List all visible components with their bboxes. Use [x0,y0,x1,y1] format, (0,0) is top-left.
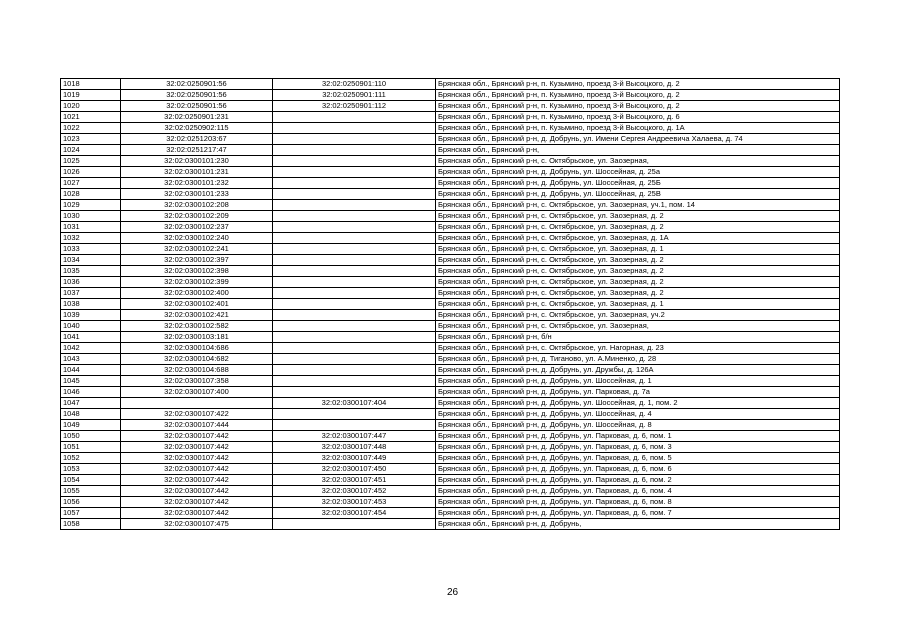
row-number-cell: 1042 [61,343,121,354]
premises-cadastral-number-cell [273,343,436,354]
cadastral-number-cell [121,398,273,409]
premises-cadastral-number-cell [273,321,436,332]
row-number-cell: 1053 [61,464,121,475]
row-number-cell: 1029 [61,200,121,211]
cadastral-number-cell: 32:02:0300102:208 [121,200,273,211]
row-number-cell: 1048 [61,409,121,420]
address-cell: Брянская обл., Брянский р-н, с. Октябрьское, ул. Заозерная, д. 2 [436,266,840,277]
cadastral-number-cell: 32:02:0250901:56 [121,79,273,90]
row-number-cell: 1022 [61,123,121,134]
address-cell: Брянская обл., Брянский р-н, п. Кузьмино, проезд 3-й Высоцкого, д. 6 [436,112,840,123]
registry-table-body [61,79,840,530]
cadastral-number-cell: 32:02:0300101:232 [121,178,273,189]
table-row [61,189,840,200]
row-number-cell: 1031 [61,222,121,233]
premises-cadastral-number-cell [273,310,436,321]
row-number-cell: 1054 [61,475,121,486]
cadastral-number-cell: 32:02:0300101:233 [121,189,273,200]
row-number-cell: 1041 [61,332,121,343]
address-cell: Брянская обл., Брянский р-н, д. Добрунь, ул. Дружбы, д. 126А [436,365,840,376]
cadastral-number-cell: 32:02:0300102:421 [121,310,273,321]
premises-cadastral-number-cell: 32:02:0300107:453 [273,497,436,508]
table-row [61,409,840,420]
address-cell: Брянская обл., Брянский р-н, д. Добрунь, ул. Имени Сергея Андреевича Халаева, д. 74 [436,134,840,145]
address-cell: Брянская обл., Брянский р-н, с. Октябрьское, ул. Заозерная, д. 1 [436,299,840,310]
row-number-cell: 1046 [61,387,121,398]
row-number-cell: 1047 [61,398,121,409]
row-number-cell: 1019 [61,90,121,101]
cadastral-number-cell: 32:02:0250901:231 [121,112,273,123]
cadastral-number-cell: 32:02:0300102:582 [121,321,273,332]
premises-cadastral-number-cell: 32:02:0300107:452 [273,486,436,497]
table-row [61,431,840,442]
cadastral-number-cell: 32:02:0300102:397 [121,255,273,266]
premises-cadastral-number-cell [273,167,436,178]
premises-cadastral-number-cell [273,288,436,299]
cadastral-number-cell: 32:02:0300104:686 [121,343,273,354]
cadastral-number-cell: 32:02:0251217:47 [121,145,273,156]
address-cell: Брянская обл., Брянский р-н, с. Октябрьское, ул. Заозерная, д. 1А [436,233,840,244]
premises-cadastral-number-cell [273,123,436,134]
cadastral-number-cell: 32:02:0300107:442 [121,453,273,464]
address-cell: Брянская обл., Брянский р-н, д. Добрунь, ул. Парковая, д. 6, пом. 4 [436,486,840,497]
row-number-cell: 1021 [61,112,121,123]
table-row [61,508,840,519]
address-cell: Брянская обл., Брянский р-н, д. Добрунь, ул. Шоссейная, д. 8 [436,420,840,431]
row-number-cell: 1036 [61,277,121,288]
address-cell: Брянская обл., Брянский р-н, с. Октябрьское, ул. Заозерная, д. 2 [436,255,840,266]
table-row [61,475,840,486]
table-row [61,486,840,497]
cadastral-number-cell: 32:02:0300102:401 [121,299,273,310]
premises-cadastral-number-cell [273,200,436,211]
address-cell: Брянская обл., Брянский р-н, д. Добрунь, ул. Шоссейная, д. 1 [436,376,840,387]
premises-cadastral-number-cell [273,134,436,145]
address-cell: Брянская обл., Брянский р-н, с. Октябрьское, ул. Заозерная, д. 1 [436,244,840,255]
row-number-cell: 1025 [61,156,121,167]
premises-cadastral-number-cell [273,189,436,200]
premises-cadastral-number-cell: 32:02:0300107:449 [273,453,436,464]
table-row [61,112,840,123]
table-row [61,321,840,332]
address-cell: Брянская обл., Брянский р-н, п. Кузьмино, проезд 3-й Высоцкого, д. 2 [436,90,840,101]
premises-cadastral-number-cell [273,277,436,288]
premises-cadastral-number-cell [273,420,436,431]
cadastral-number-cell: 32:02:0300102:237 [121,222,273,233]
row-number-cell: 1020 [61,101,121,112]
cadastral-number-cell: 32:02:0300102:240 [121,233,273,244]
table-row [61,453,840,464]
cadastral-number-cell: 32:02:0300107:422 [121,409,273,420]
address-cell: Брянская обл., Брянский р-н, п. Кузьмино, проезд 3-й Высоцкого, д. 2 [436,79,840,90]
row-number-cell: 1058 [61,519,121,530]
address-cell: Брянская обл., Брянский р-н, с. Октябрьское, ул. Нагорная, д. 23 [436,343,840,354]
table-row [61,101,840,112]
row-number-cell: 1028 [61,189,121,200]
premises-cadastral-number-cell [273,354,436,365]
cadastral-number-cell: 32:02:0300107:442 [121,475,273,486]
row-number-cell: 1037 [61,288,121,299]
address-cell: Брянская обл., Брянский р-н, д. Добрунь, ул. Парковая, д. 6, пом. 8 [436,497,840,508]
table-row [61,167,840,178]
table-row [61,387,840,398]
row-number-cell: 1039 [61,310,121,321]
table-row [61,244,840,255]
address-cell: Брянская обл., Брянский р-н, д. Добрунь, ул. Парковая, д. 6, пом. 1 [436,431,840,442]
table-row [61,497,840,508]
cadastral-number-cell: 32:02:0300102:400 [121,288,273,299]
cadastral-number-cell: 32:02:0250902:115 [121,123,273,134]
row-number-cell: 1032 [61,233,121,244]
cadastral-number-cell: 32:02:0300101:231 [121,167,273,178]
row-number-cell: 1043 [61,354,121,365]
table-row [61,211,840,222]
row-number-cell: 1045 [61,376,121,387]
premises-cadastral-number-cell: 32:02:0300107:448 [273,442,436,453]
table-row [61,376,840,387]
table-row [61,442,840,453]
address-cell: Брянская обл., Брянский р-н, д. Добрунь, [436,519,840,530]
table-row [61,123,840,134]
table-row [61,79,840,90]
cadastral-number-cell: 32:02:0300107:442 [121,508,273,519]
premises-cadastral-number-cell [273,299,436,310]
row-number-cell: 1023 [61,134,121,145]
address-cell: Брянская обл., Брянский р-н, д. Добрунь, ул. Шоссейная, д. 25а [436,167,840,178]
registry-table [60,78,840,530]
premises-cadastral-number-cell [273,387,436,398]
table-row [61,266,840,277]
address-cell: Брянская обл., Брянский р-н, с. Октябрьское, ул. Заозерная, д. 2 [436,288,840,299]
row-number-cell: 1033 [61,244,121,255]
premises-cadastral-number-cell [273,112,436,123]
premises-cadastral-number-cell: 32:02:0300107:451 [273,475,436,486]
cadastral-number-cell: 32:02:0250901:56 [121,101,273,112]
address-cell: Брянская обл., Брянский р-н, д. Добрунь, ул. Шоссейная, д. 25Б [436,178,840,189]
premises-cadastral-number-cell [273,332,436,343]
table-row [61,145,840,156]
cadastral-number-cell: 32:02:0300107:442 [121,486,273,497]
table-row [61,222,840,233]
premises-cadastral-number-cell: 32:02:0300107:404 [273,398,436,409]
premises-cadastral-number-cell [273,255,436,266]
table-row [61,288,840,299]
premises-cadastral-number-cell [273,244,436,255]
row-number-cell: 1026 [61,167,121,178]
premises-cadastral-number-cell: 32:02:0300107:450 [273,464,436,475]
table-row [61,200,840,211]
address-cell: Брянская обл., Брянский р-н, д. Добрунь, ул. Шоссейная, д. 1, пом. 2 [436,398,840,409]
table-row [61,90,840,101]
cadastral-number-cell: 32:02:0300102:241 [121,244,273,255]
cadastral-number-cell: 32:02:0300107:442 [121,442,273,453]
premises-cadastral-number-cell: 32:02:0300107:447 [273,431,436,442]
row-number-cell: 1051 [61,442,121,453]
table-row [61,519,840,530]
address-cell: Брянская обл., Брянский р-н, с. Октябрьское, ул. Заозерная, уч.1, пом. 14 [436,200,840,211]
row-number-cell: 1035 [61,266,121,277]
cadastral-number-cell: 32:02:0300101:230 [121,156,273,167]
row-number-cell: 1049 [61,420,121,431]
cadastral-number-cell: 32:02:0300104:682 [121,354,273,365]
table-row [61,233,840,244]
cadastral-number-cell: 32:02:0300107:444 [121,420,273,431]
address-cell: Брянская обл., Брянский р-н, б/н [436,332,840,343]
premises-cadastral-number-cell [273,266,436,277]
row-number-cell: 1038 [61,299,121,310]
table-row [61,343,840,354]
premises-cadastral-number-cell [273,233,436,244]
table-row [61,365,840,376]
address-cell: Брянская обл., Брянский р-н, с. Октябрьское, ул. Заозерная, уч.2 [436,310,840,321]
address-cell: Брянская обл., Брянский р-н, д. Добрунь, ул. Парковая, д. 7а [436,387,840,398]
table-row [61,255,840,266]
premises-cadastral-number-cell [273,178,436,189]
row-number-cell: 1024 [61,145,121,156]
table-row [61,354,840,365]
cadastral-number-cell: 32:02:0300102:399 [121,277,273,288]
cadastral-number-cell: 32:02:0251203:67 [121,134,273,145]
table-row [61,178,840,189]
page-number: 26 [446,587,459,598]
address-cell: Брянская обл., Брянский р-н, д. Добрунь, ул. Шоссейная, д. 4 [436,409,840,420]
address-cell: Брянская обл., Брянский р-н, [436,145,840,156]
address-cell: Брянская обл., Брянский р-н, с. Октябрьское, ул. Заозерная, д. 2 [436,211,840,222]
row-number-cell: 1040 [61,321,121,332]
row-number-cell: 1034 [61,255,121,266]
premises-cadastral-number-cell [273,365,436,376]
table-row [61,420,840,431]
cadastral-number-cell: 32:02:0300102:398 [121,266,273,277]
table-row [61,310,840,321]
address-cell: Брянская обл., Брянский р-н, д. Добрунь, ул. Парковая, д. 6, пом. 3 [436,442,840,453]
row-number-cell: 1056 [61,497,121,508]
address-cell: Брянская обл., Брянский р-н, п. Кузьмино, проезд 3-й Высоцкого, д. 2 [436,101,840,112]
cadastral-number-cell: 32:02:0250901:56 [121,90,273,101]
row-number-cell: 1050 [61,431,121,442]
row-number-cell: 1027 [61,178,121,189]
address-cell: Брянская обл., Брянский р-н, д. Добрунь, ул. Парковая, д. 6, пом. 2 [436,475,840,486]
table-row [61,134,840,145]
cadastral-number-cell: 32:02:0300103:181 [121,332,273,343]
premises-cadastral-number-cell [273,145,436,156]
premises-cadastral-number-cell [273,156,436,167]
premises-cadastral-number-cell: 32:02:0250901:112 [273,101,436,112]
cadastral-number-cell: 32:02:0300107:358 [121,376,273,387]
row-number-cell: 1057 [61,508,121,519]
cadastral-number-cell: 32:02:0300107:442 [121,464,273,475]
address-cell: Брянская обл., Брянский р-н, д. Добрунь, ул. Парковая, д. 6, пом. 6 [436,464,840,475]
address-cell: Брянская обл., Брянский р-н, д. Добрунь, ул. Шоссейная, д. 25В [436,189,840,200]
row-number-cell: 1018 [61,79,121,90]
premises-cadastral-number-cell: 32:02:0250901:110 [273,79,436,90]
address-cell: Брянская обл., Брянский р-н, с. Октябрьское, ул. Заозерная, [436,156,840,167]
address-cell: Брянская обл., Брянский р-н, с. Октябрьское, ул. Заозерная, [436,321,840,332]
cadastral-number-cell: 32:02:0300107:442 [121,431,273,442]
address-cell: Брянская обл., Брянский р-н, д. Тиганово, ул. А.Миненко, д. 28 [436,354,840,365]
premises-cadastral-number-cell [273,376,436,387]
address-cell: Брянская обл., Брянский р-н, д. Добрунь, ул. Парковая, д. 6, пом. 5 [436,453,840,464]
premises-cadastral-number-cell: 32:02:0300107:454 [273,508,436,519]
cadastral-number-cell: 32:02:0300107:475 [121,519,273,530]
premises-cadastral-number-cell [273,211,436,222]
table-row [61,398,840,409]
address-cell: Брянская обл., Брянский р-н, п. Кузьмино, проезд 3-й Высоцкого, д. 1А [436,123,840,134]
cadastral-number-cell: 32:02:0300104:688 [121,365,273,376]
address-cell: Брянская обл., Брянский р-н, с. Октябрьское, ул. Заозерная, д. 2 [436,222,840,233]
address-cell: Брянская обл., Брянский р-н, д. Добрунь, ул. Парковая, д. 6, пом. 7 [436,508,840,519]
table-row [61,332,840,343]
premises-cadastral-number-cell [273,409,436,420]
premises-cadastral-number-cell [273,222,436,233]
row-number-cell: 1052 [61,453,121,464]
cadastral-number-cell: 32:02:0300107:442 [121,497,273,508]
cadastral-number-cell: 32:02:0300107:400 [121,387,273,398]
row-number-cell: 1030 [61,211,121,222]
premises-cadastral-number-cell: 32:02:0250901:111 [273,90,436,101]
table-row [61,156,840,167]
table-row [61,277,840,288]
address-cell: Брянская обл., Брянский р-н, с. Октябрьское, ул. Заозерная, д. 2 [436,277,840,288]
row-number-cell: 1044 [61,365,121,376]
row-number-cell: 1055 [61,486,121,497]
table-row [61,299,840,310]
premises-cadastral-number-cell [273,519,436,530]
cadastral-number-cell: 32:02:0300102:209 [121,211,273,222]
table-row [61,464,840,475]
